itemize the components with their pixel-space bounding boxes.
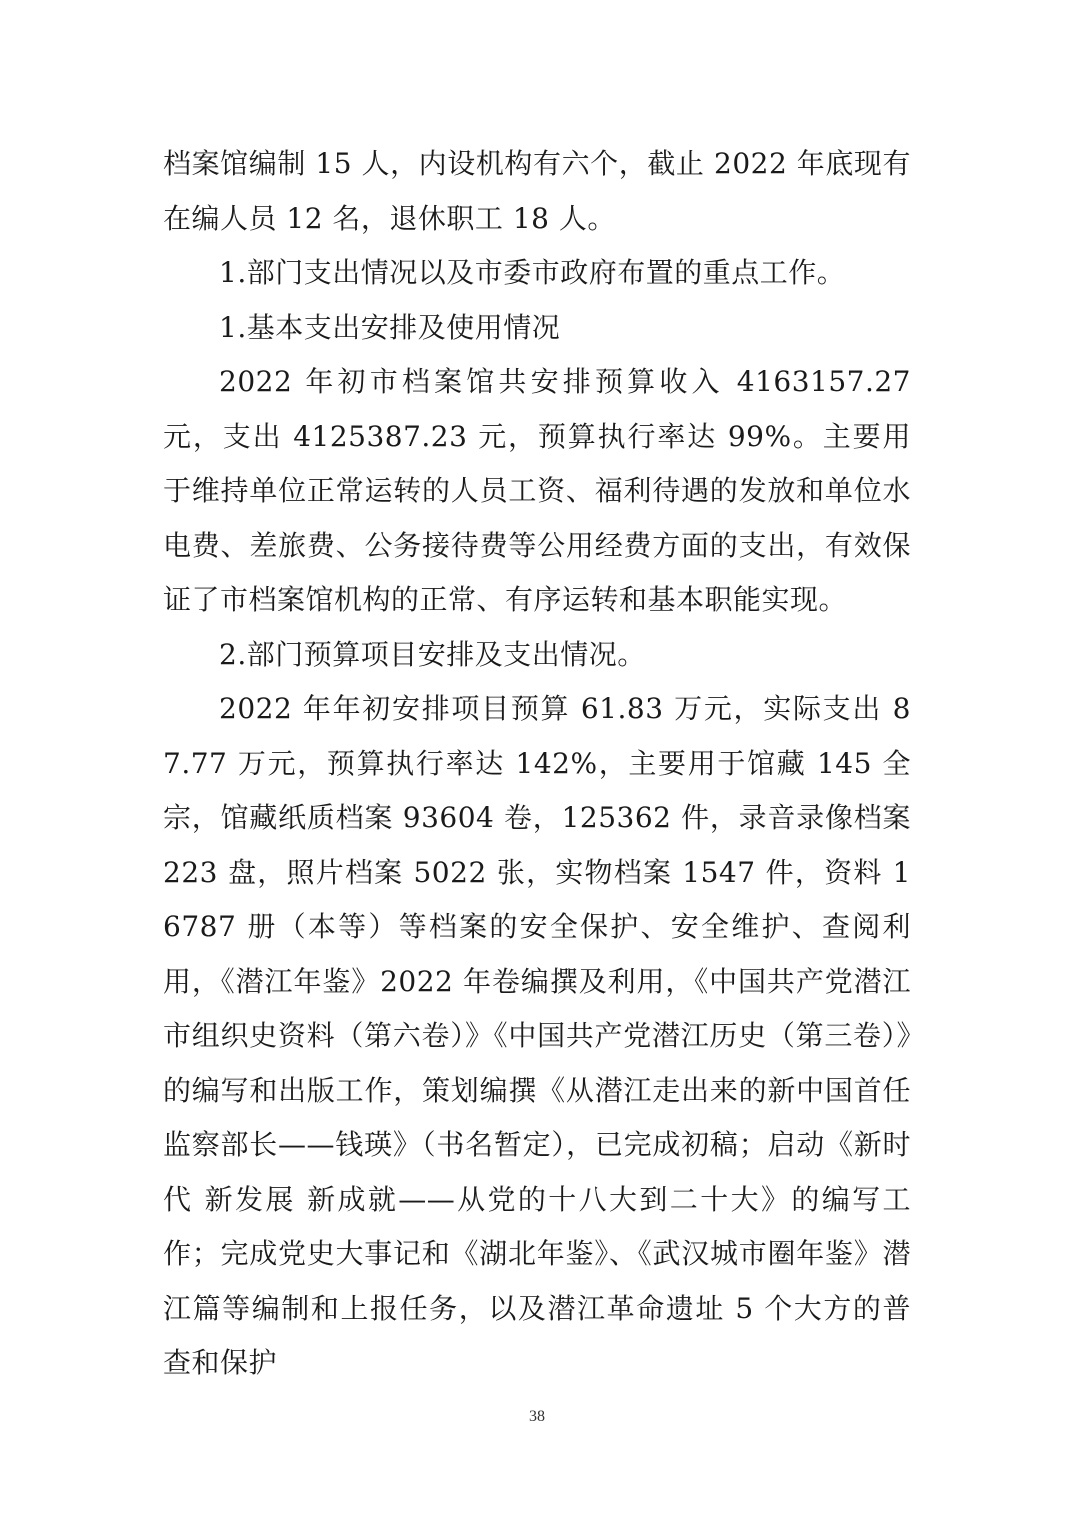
heading-basic-expenditure: 1.基本支出安排及使用情况 xyxy=(219,310,561,344)
body-text xyxy=(163,137,911,1391)
paragraph-project-budget: 2022 年年初安排项目预算 61.83 万元，实际支出 87.77 万元，预算执行率达 142%，主要用于馆藏 145 全宗，馆藏纸质档案 93604 卷，125362 件，录音录像档案 223 盘，照片档案 5022 张，实物档案 1547 件，资料 16787 册（本等）等档案的安全保护、安全维护、查阅利用，《潜江年鉴》2022 年卷编撰及利用，《中国共产党潜江市组织史资料（第六卷）》《中国共产党潜江历史（第三卷）》的编写和出版工作，策划编撰《从潜江走出来的新中国首任监察部长——钱瑛》（书名暂定），已完成初稿；启动《新时代 新发展 新成就——从党的十八大到二十大》的编写工作；完成党史大事记和《湖北年鉴》、《武汉城市圈年鉴》潜江篇等编制和上报任务，以及潜江革命遗址 5 个大方的普查和保护 xyxy=(163,692,911,1379)
paragraph-basic-expenditure: 2022 年初市档案馆共安排预算收入 4163157.27 元，支出 4125387.23 元，预算执行率达 99%。主要用于维持单位正常运转的人员工资、福利待遇的发放和单位水电费、差旅费、公务接待费等公用经费方面的支出，有效保证了市档案馆机构的正常、有序运转和基本职能实现。 xyxy=(163,365,911,616)
heading-department-expenditure: 1.部门支出情况以及市委市政府布置的重点工作。 xyxy=(219,256,846,289)
paragraph-staffing: 档案馆编制 15 人，内设机构有六个，截止 2022 年底现有在编人员 12 名，退休职工 18 人。 xyxy=(163,147,911,235)
page-number: 38 xyxy=(529,1408,545,1425)
heading-project-budget: 2.部门预算项目安排及支出情况。 xyxy=(219,637,646,671)
